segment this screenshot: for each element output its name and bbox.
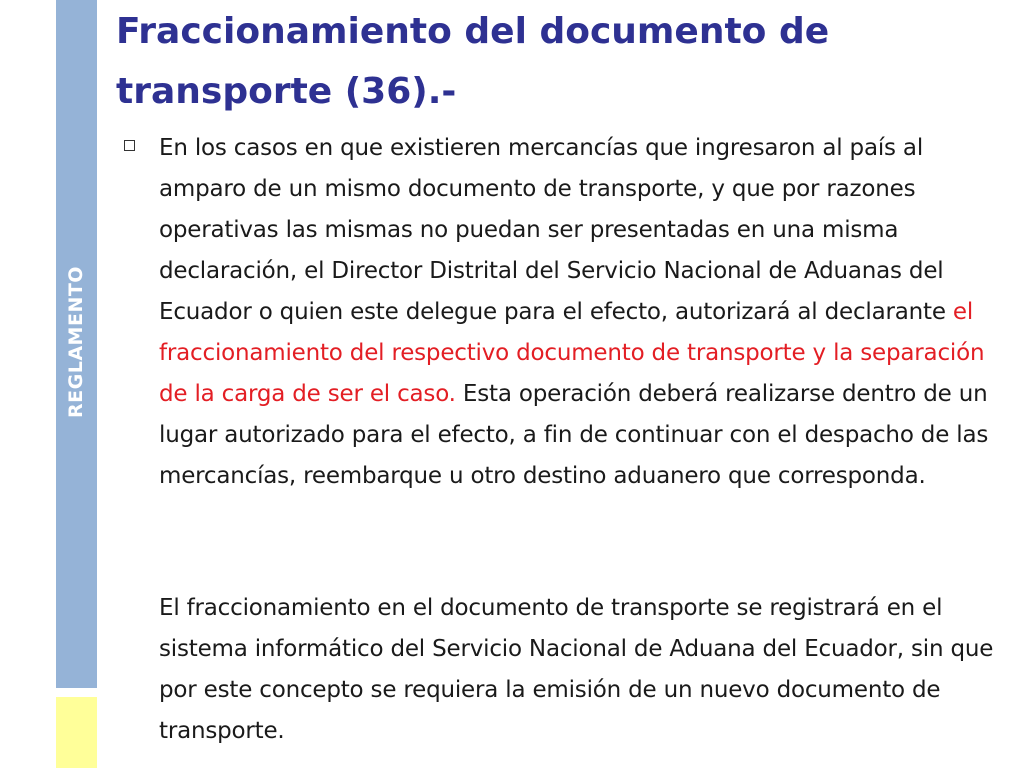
slide-title: Fraccionamiento del documento de transporte (36).- [116,11,830,112]
paragraph-main-highlight: el fraccionamiento del respectivo documento de transporte y la separación de la carga de ser el caso. [159,299,985,407]
paragraph-main-text-after: Esta operación deberá realizarse dentro de un lugar autorizado para el efecto, a fin de continuar con el despacho de las mercancías, reembarque u otro destino aduanero que corresponda. [159,381,989,489]
side-label: REGLAMENTO [65,266,87,418]
paragraph-main-text-before: En los casos en que existieren mercancías que ingresaron al país al amparo de un mismo documento de transporte, y que por razones operativas las mismas no puedan ser presentadas en una misma declaración, el Director Distrital del Servicio Nacional de Aduanas del Ecuador o quien este delegue para el efecto, autorizará al declarante [159,135,953,325]
paragraph-main [159,128,1004,497]
square-bullet-icon [124,140,135,151]
side-accent-block [56,697,97,768]
paragraph-secondary: El fraccionamiento en el documento de transporte se registrará en el sistema informático del Servicio Nacional de Aduana del Ecuador, sin que por este concepto se requiera la emisión de un nuevo documento de transporte. [159,595,994,744]
